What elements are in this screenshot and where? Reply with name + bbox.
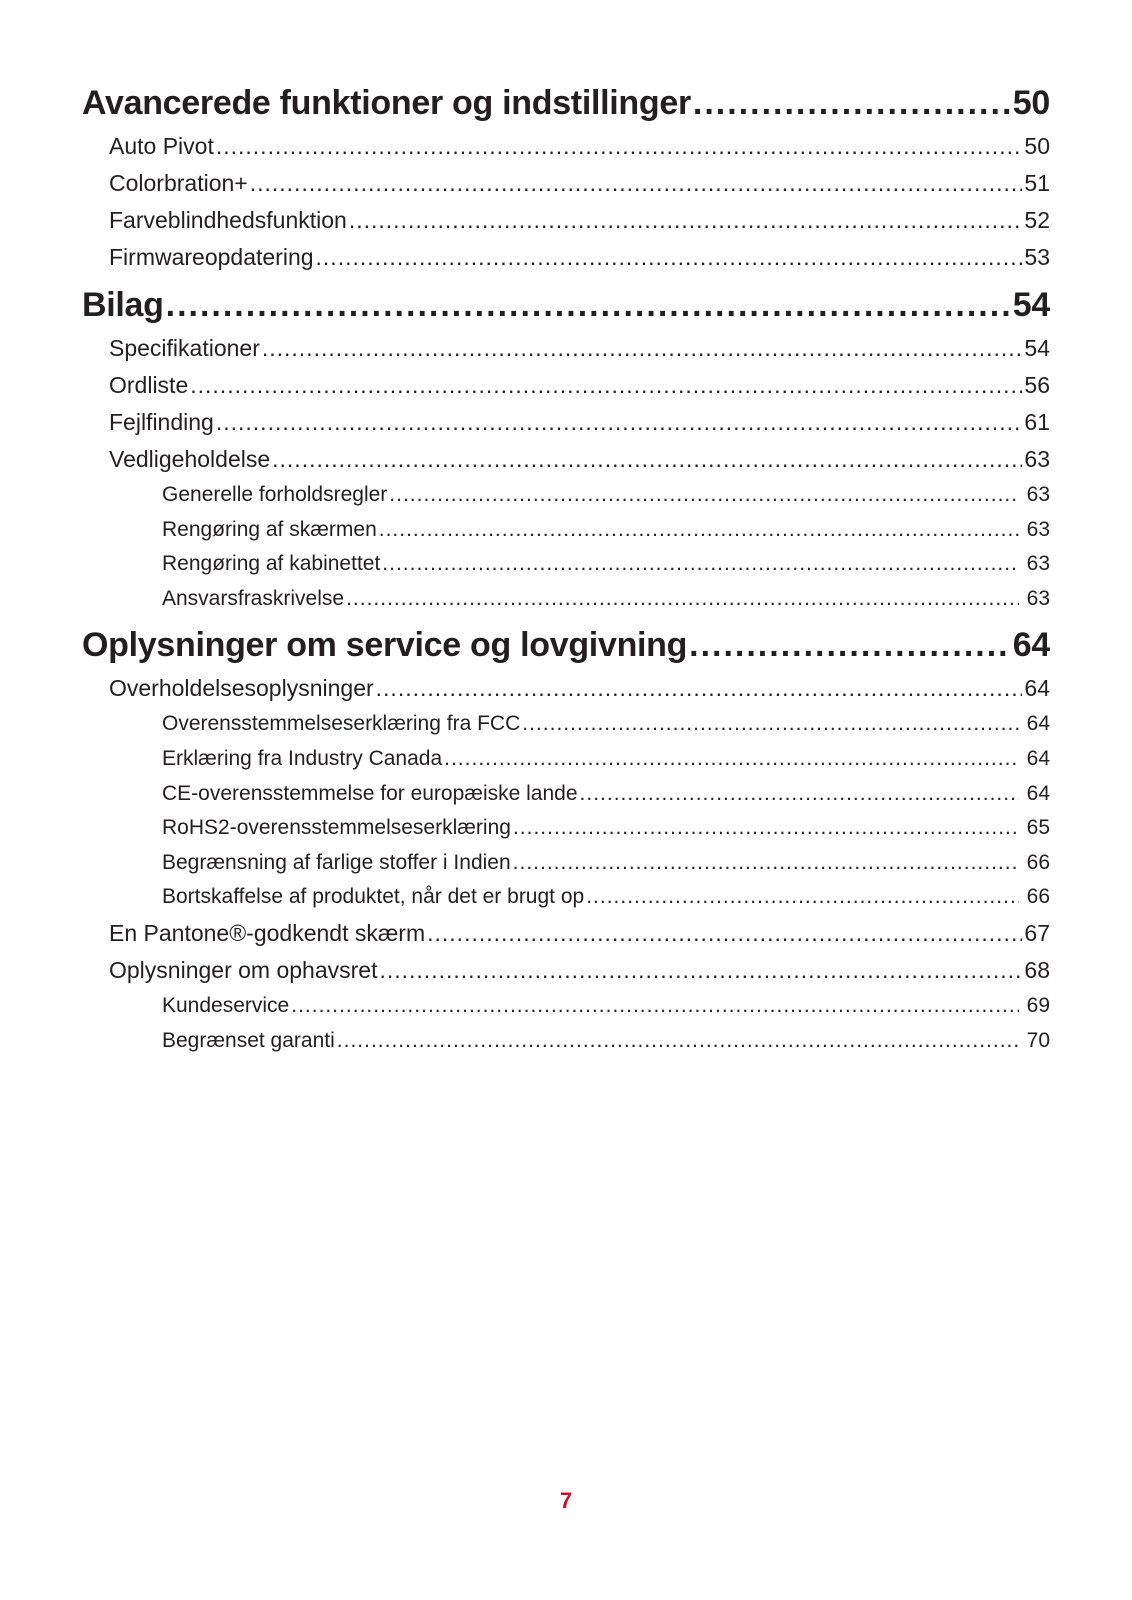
toc-section[interactable] xyxy=(82,239,1050,276)
toc-entry-page-number: 63 xyxy=(1026,517,1050,541)
toc-entry-title: Rengøring af skærmen xyxy=(162,517,377,541)
toc-entry-page-number: 66 xyxy=(1026,850,1050,874)
toc-entry-page-number: 67 xyxy=(1024,919,1050,946)
dot-leader xyxy=(272,441,1022,478)
toc-entry-title: Overholdelsesoplysninger xyxy=(109,675,374,702)
toc-subsection[interactable] xyxy=(82,811,1050,846)
toc-entry-title: CE-overensstemmelse for europæiske lande xyxy=(162,781,578,805)
toc-chapter[interactable] xyxy=(82,280,1050,330)
dot-leader xyxy=(379,513,1019,548)
toc-entry-title: Bortskaffelse af produktet, når det er brugt op xyxy=(162,885,585,909)
toc-section[interactable] xyxy=(82,367,1050,404)
toc-subsection[interactable] xyxy=(82,1024,1050,1059)
toc-subsection[interactable] xyxy=(82,846,1050,881)
toc-subsection[interactable] xyxy=(82,880,1050,915)
toc-entry-title: Overensstemmelseserklæring fra FCC xyxy=(162,712,521,736)
toc-entry-page-number: 64 xyxy=(1026,712,1050,736)
toc-entry-page-number: 63 xyxy=(1026,586,1050,610)
toc-entry-title: Generelle forholdsregler xyxy=(162,483,388,506)
toc-entry-page-number: 63 xyxy=(1026,552,1050,576)
toc-section[interactable] xyxy=(82,202,1050,239)
toc-entry-page-number: 64 xyxy=(1024,675,1050,702)
toc-entry-page-number: 68 xyxy=(1024,956,1050,983)
table-of-contents xyxy=(82,74,1050,1058)
toc-entry-page-number: 51 xyxy=(1024,170,1050,196)
dot-leader xyxy=(513,846,1019,881)
toc-section[interactable] xyxy=(82,165,1050,202)
toc-chapter[interactable] xyxy=(82,620,1050,670)
toc-entry-title: Colorbration+ xyxy=(109,170,248,196)
toc-entry-page-number: 64 xyxy=(1012,626,1050,665)
toc-section[interactable] xyxy=(82,915,1050,952)
toc-section[interactable] xyxy=(82,330,1050,367)
toc-entry-title: Avancerede funktioner og indstillinger xyxy=(82,84,691,122)
toc-section[interactable] xyxy=(82,441,1050,478)
dot-leader xyxy=(216,128,1023,165)
toc-subsection[interactable] xyxy=(82,547,1050,582)
dot-leader xyxy=(190,367,1022,404)
toc-entry-page-number: 61 xyxy=(1024,409,1050,435)
toc-entry-page-number: 64 xyxy=(1026,781,1050,805)
toc-entry-title: Kundeservice xyxy=(162,993,290,1017)
dot-leader xyxy=(316,239,1023,276)
toc-entry-title: RoHS2-overensstemmelseserklæring xyxy=(162,816,511,840)
toc-entry-page-number: 63 xyxy=(1024,446,1050,472)
toc-entry-title: Bilag xyxy=(82,286,164,324)
toc-entry-title: Auto Pivot xyxy=(109,133,214,159)
dot-leader xyxy=(522,707,1018,742)
toc-entry-page-number: 54 xyxy=(1012,286,1050,324)
toc-section[interactable] xyxy=(82,404,1050,441)
toc-entry-title: Oplysninger om service og lovgivning xyxy=(82,626,688,665)
dot-leader xyxy=(444,742,1019,777)
dot-leader xyxy=(250,165,1023,202)
toc-entry-title: Ordliste xyxy=(109,372,189,398)
toc-entry-title: Begrænset garanti xyxy=(162,1028,335,1052)
toc-entry-title: Firmwareopdatering xyxy=(109,244,314,270)
dot-leader xyxy=(349,202,1023,239)
toc-section[interactable] xyxy=(82,952,1050,989)
dot-leader xyxy=(337,1024,1019,1059)
toc-chapter[interactable] xyxy=(82,78,1050,128)
dot-leader xyxy=(346,582,1019,617)
dot-leader xyxy=(262,330,1023,367)
toc-entry-page-number: 54 xyxy=(1024,335,1050,361)
toc-subsection[interactable] xyxy=(82,742,1050,777)
dot-leader xyxy=(376,670,1023,707)
dot-leader xyxy=(689,620,1011,670)
dot-leader xyxy=(513,811,1019,846)
toc-entry-page-number: 50 xyxy=(1012,84,1050,122)
toc-entry-title: Vedligeholdelse xyxy=(109,446,271,472)
dot-leader xyxy=(580,777,1019,812)
page-number: 7 xyxy=(559,1488,573,1513)
toc-entry-page-number: 63 xyxy=(1026,483,1050,506)
toc-entry-page-number: 56 xyxy=(1024,372,1050,398)
toc-entry-title: Fejlfinding xyxy=(109,409,214,435)
toc-entry-title: Rengøring af kabinettet xyxy=(162,552,381,576)
dot-leader xyxy=(291,989,1018,1024)
toc-entry-page-number: 69 xyxy=(1026,993,1050,1017)
toc-entry-title: Begrænsning af farlige stoffer i Indien xyxy=(162,850,511,874)
dot-leader xyxy=(586,880,1018,915)
dot-leader xyxy=(427,915,1022,952)
dot-leader xyxy=(166,280,1011,330)
toc-entry-page-number: 66 xyxy=(1026,885,1050,909)
dot-leader xyxy=(379,952,1022,989)
toc-entry-title: En Pantone®-godkendt skærm xyxy=(109,919,426,946)
toc-entry-page-number: 50 xyxy=(1024,133,1050,159)
toc-subsection[interactable] xyxy=(82,478,1050,513)
toc-subsection[interactable] xyxy=(82,582,1050,617)
toc-entry-page-number: 52 xyxy=(1024,207,1050,233)
dot-leader xyxy=(389,478,1018,513)
toc-section[interactable] xyxy=(82,670,1050,707)
toc-entry-page-number: 53 xyxy=(1024,244,1050,270)
toc-subsection[interactable] xyxy=(82,707,1050,742)
toc-entry-title: Erklæring fra Industry Canada xyxy=(162,746,443,770)
toc-entry-page-number: 70 xyxy=(1026,1028,1050,1052)
toc-entry-title: Farveblindhedsfunktion xyxy=(109,207,347,233)
toc-section[interactable] xyxy=(82,128,1050,165)
dot-leader xyxy=(693,78,1011,128)
toc-entry-title: Oplysninger om ophavsret xyxy=(109,956,378,983)
dot-leader xyxy=(216,404,1023,441)
dot-leader xyxy=(382,547,1018,582)
toc-subsection[interactable] xyxy=(82,777,1050,812)
toc-entry-title: Specifikationer xyxy=(109,335,260,361)
toc-subsection[interactable] xyxy=(82,513,1050,548)
toc-subsection[interactable] xyxy=(82,989,1050,1024)
toc-entry-title: Ansvarsfraskrivelse xyxy=(162,586,345,610)
toc-entry-page-number: 65 xyxy=(1026,816,1050,840)
toc-entry-page-number: 64 xyxy=(1026,746,1050,770)
